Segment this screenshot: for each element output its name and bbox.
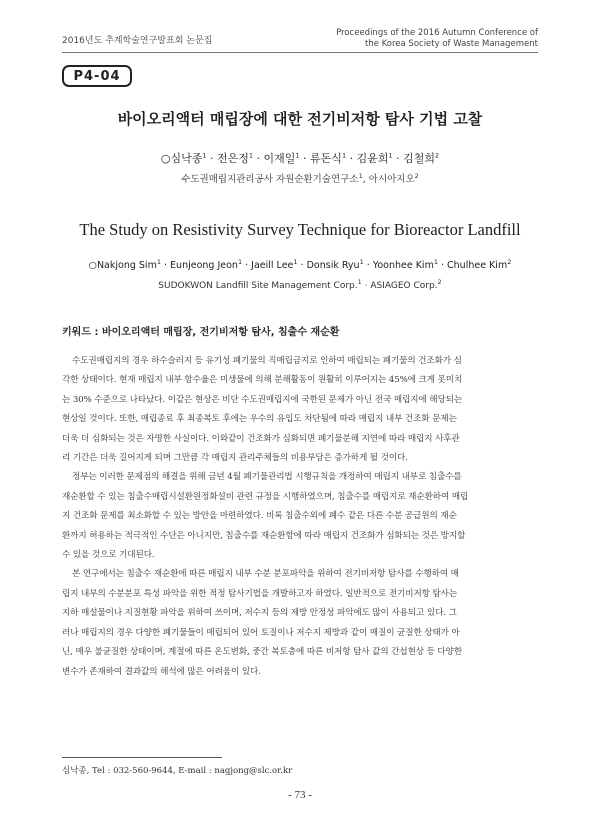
authors-korean: ○심낙종$^1$ · 전은정$^1$ · 이재일$^1$ · 류돈식$^1$ · 김윤희$^1$ · 김철희$^2$	[160, 151, 440, 165]
author-en: Nakjong Sim	[96, 260, 157, 272]
affiliation-ko-org: 수도권매립지관리공사 자원순환기술연구소	[181, 174, 359, 185]
text-line: 러나 매립지의 경우 다양한 폐기물들이 매립되어 있어 토질이나 저수지 제방과 같이 매질이 균질한 상태가 아	[62, 627, 460, 638]
affiliation-english: SUDOKWON Landfill Site Management Corp.$^1$ · ASIAGEO Corp.$^2$	[158, 278, 442, 291]
header-proceedings-en-line2: the Korea Society of Waste Management	[364, 39, 538, 49]
author-en-sup: 1	[293, 258, 298, 266]
affiliation-ko-org: 아시아지오	[368, 174, 415, 185]
author-ko-sup: 1	[295, 151, 300, 160]
author-en-sup: 1	[237, 258, 243, 266]
author-ko: 이재일	[263, 152, 296, 165]
title-korean: 바이오리액터 매립장에 대한 전기비저항 탐사 기법 고찰	[117, 110, 483, 128]
author-en: Yoonhee Kim	[372, 260, 434, 272]
author-ko: 심낙종	[170, 152, 203, 165]
text-line: 수도권매립지의 경우 하수슬러지 등 유기성 폐기물의 직매립금지로 인하여 매립되는 폐기물의 건조화가 심	[72, 356, 462, 366]
paragraph-1	[62, 352, 538, 468]
affiliation-en-org: ASIAGEO Corp.	[370, 281, 438, 291]
author-ko-sup: 1	[341, 151, 347, 160]
authors-english: ○Nakjong Sim$^1$ · Eunjeong Jeon$^1$ · Jaeill Lee$^1$ · Donsik Ryu$^1$ · Yoonhee Kim$^1$ · Chulhee Kim$^2$	[88, 258, 512, 272]
affiliation-korean: 수도권매립지관리공사 자원순환기술연구소$^1$, 아시아지오$^2$	[181, 171, 419, 185]
author-en-sup: 1	[359, 258, 364, 266]
author-en-sup: 2	[507, 258, 512, 266]
affiliation-en-org: SUDOKWON Landfill Site Management Corp.	[158, 281, 358, 291]
affiliation-en-sup: 2	[437, 278, 442, 286]
author-ko: 전은정	[216, 152, 249, 165]
text-line: 현상일 것이다. 또한, 매립종료 후 최종복토 후에는 우수의 유입도 차단됨에 따라 매립지 내부 건조화 문제는	[62, 414, 457, 425]
text-line: 리 기간은 더욱 길어지게 되며 그만큼 각 매립지 관리주체들의 비용부담은 증가하게 될 것이다.	[62, 453, 408, 464]
text-line: 수 있을 것으로 기대된다.	[62, 550, 155, 561]
header-divider	[62, 52, 538, 53]
keywords: 키워드 : 바이오리액터 매립장, 전기비저항 탐사, 침출수 재순환	[62, 327, 340, 338]
title-english: The Study on Resistivity Survey Technique for Bioreactor Landfill	[79, 220, 521, 239]
text-line: 재순환할 수 있는 침출수매립시설환원정화설비 관련 규정을 시행하였으며, 침출수를 매립지로 재순환하여 매립	[62, 491, 469, 502]
text-line: 는 30% 수준으로 나타났다. 이같은 현상은 비단 수도권매립지에 국한된 문제가 아닌 전국 매립지에 해당되는	[62, 394, 463, 405]
author-ko-sup: 1	[202, 151, 207, 160]
paragraph-3	[62, 565, 538, 681]
abstract-body	[62, 352, 538, 682]
text-line: 각한 상태이다. 현재 매립지 내부 함수율은 미생물에 의해 분해활동이 원활히 이루어지는 45%에 크게 못미치	[62, 375, 463, 386]
author-ko: 김철희	[403, 152, 435, 165]
header-proceedings-en	[336, 28, 538, 50]
author-ko-sup: 1	[388, 151, 393, 160]
presenter-marker: ○	[88, 260, 97, 272]
paper-id-badge: P4-04	[62, 65, 132, 87]
author-ko: 류돈식	[310, 152, 342, 165]
author-ko: 김윤희	[356, 152, 389, 165]
presenter-marker: ○	[160, 152, 171, 165]
text-line: 변수가 존재하여 결과값의 해석에 많은 어려움이 있다.	[62, 666, 261, 677]
text-line: 정부는 이러한 문제점의 해결을 위해 금년 4월 폐기물관리법 시행규칙을 개정하여 매립지 내부로 침출수를	[72, 472, 462, 483]
paragraph-2	[62, 468, 538, 565]
header-proceedings-en-line1: Proceedings of the 2016 Autumn Conference of	[336, 28, 538, 38]
footnote-divider	[62, 757, 222, 758]
text-line: 더욱 더 심화되는 것은 자명한 사실이다. 이와같이 건조화가 심화되면 폐기물분해 지연에 따라 매립지 사후관	[62, 433, 460, 444]
text-line: 본 연구에서는 침출수 재순환에 따른 매립지 내부 수분 분포파악을 위하여 전기비저항 탐사를 수행하여 매	[72, 569, 459, 580]
author-en-sup: 1	[156, 258, 161, 266]
text-line: 지 건조화 문제를 최소화할 수 있는 방안을 마련하였다. 비록 침출수외에 폐수 같은 다른 수분 공급원의 재순	[62, 511, 457, 522]
header-proceedings-ko: 2016년도 추계학술연구발표회 논문집	[62, 36, 213, 46]
author-en: Jaeill Lee	[251, 260, 294, 272]
page-number: - 73 -	[288, 789, 312, 801]
author-en-sup: 1	[433, 258, 438, 266]
author-ko-sup: 2	[435, 151, 440, 160]
author-en: Donsik Ryu	[306, 260, 360, 272]
affiliation-ko-sup: 1	[358, 171, 363, 180]
affiliation-en-sup: 1	[357, 278, 362, 286]
text-line: 환까지 허용하는 적극적인 수단은 아니지만, 침출수를 재순환함에 따라 매립지 건조화가 심화되는 것은 방지할	[62, 530, 466, 541]
text-line: 지하 매설물이나 지질현황 파악을 위하여 쓰이며, 저수지 등의 제방 안정성 파악에도 많이 사용되고 있다. 그	[62, 608, 457, 619]
text-line: 닌, 매우 불균질한 상태이며, 계절에 따른 온도변화, 중간 복토층에 따른 비저항 탐사 값의 간섭현상 등 다양한	[62, 647, 463, 658]
text-line: 립지 내부의 수분분포 특성 파악을 위한 적정 탐사기법을 개발하고자 하였다. 일반적으로 전기비저항 탐사는	[62, 588, 458, 599]
author-en: Chulhee Kim	[447, 260, 508, 272]
affiliation-ko-sup: 2	[414, 171, 419, 180]
footnote-contact: 심낙종, Tel : 032-560-9644, E-mail : nagjong@slc.or.kr	[62, 766, 293, 776]
author-ko-sup: 1	[248, 151, 254, 160]
author-en: Eunjeong Jeon	[170, 260, 238, 272]
